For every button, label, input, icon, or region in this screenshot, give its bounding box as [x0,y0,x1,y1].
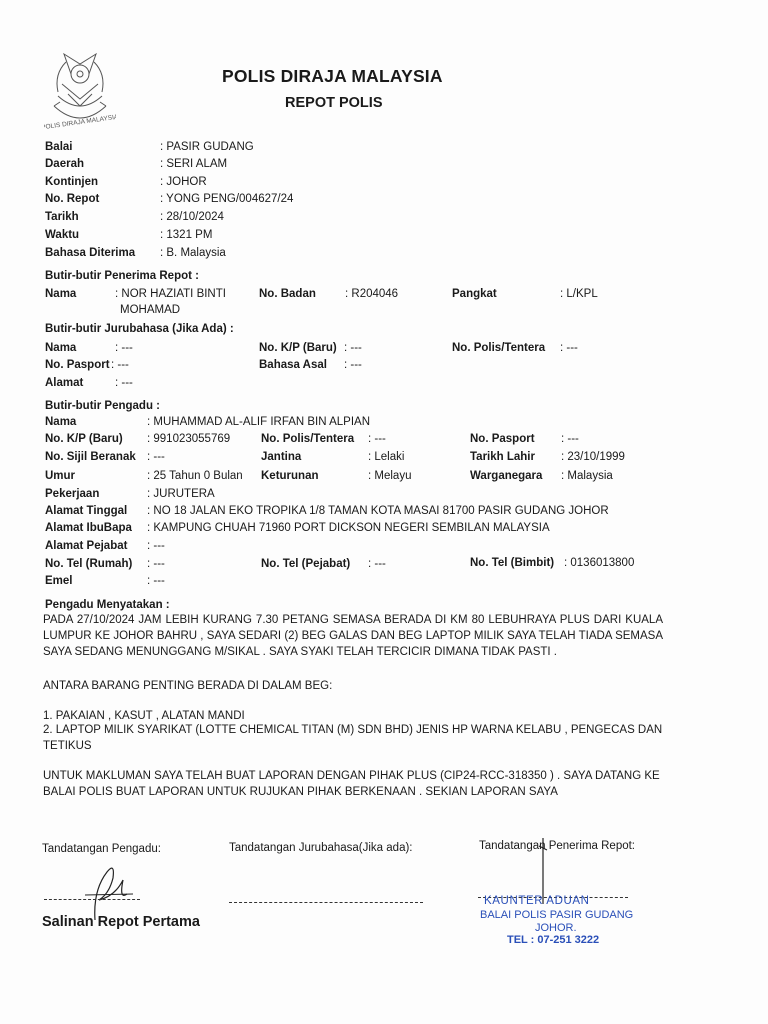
label-kontinjen: Kontinjen [45,176,99,188]
statement-item-2: 2. LAPTOP MILIK SYARIKAT (LOTTE CHEMICAL TITAN (M) SDN BHD) JENIS HP WARNA KELABU , PENGECAS DAN TETIKUS [43,724,663,752]
signature-penerima-label: Tandatangan Penerima Repot: [479,840,635,852]
stamp-line-3: JOHOR. [535,922,577,934]
receiver-nama-value-cont: MOHAMAD [120,304,181,316]
complainant-sijil-label: No. Sijil Beranak [45,451,136,463]
complainant-ibubapa-label: Alamat IbuBapa [45,522,132,534]
complainant-polis-value: : --- [368,433,386,445]
receiver-badan-value: : R204046 [345,288,399,300]
complainant-umur-label: Umur [45,470,76,482]
statement-item-1: 1. PAKAIAN , KASUT , ALATAN MANDI [43,710,245,722]
complainant-pekerjaan-value: : JURUTERA [147,488,215,500]
interpreter-alamat-value: : --- [115,377,133,389]
interpreter-nama-value: : --- [115,342,133,354]
statement-paragraph-1: PADA 27/10/2024 JAM LEBIH KURANG 7.30 PETANG SEMASA BERADA DI KM 80 LEBUHRAYA PLUS DARI KUALA LUMPUR KE JOHOR BAHRU , SAYA SEDARI (2) BEG GALAS DAN BEG LAPTOP MILIK SAYA TELAH TIADA SEMASA SAYA SEDANG MENUNGGANG M/SIKAL . SAYA SYAKI TELAH TERCICIR DIMANA TIDAK PASTI . [43,614,663,658]
label-daerah: Daerah [45,158,84,170]
interpreter-pasport-value: : --- [111,359,129,371]
complainant-sijil-value: : --- [147,451,165,463]
receiver-nama-value: : NOR HAZIATI BINTI [115,288,226,300]
complainant-pasport-label: No. Pasport [470,433,535,445]
statement-paragraph-2: ANTARA BARANG PENTING BERADA DI DALAM BEG: [43,680,333,692]
stamp-line-1: KAUNTER ADUAN [484,895,590,907]
receiver-pangkat-value: : L/KPL [560,288,598,300]
complainant-kp-label: No. K/P (Baru) [45,433,123,445]
complainant-pasport-value: : --- [561,433,579,445]
interpreter-kp-label: No. K/P (Baru) [259,342,337,354]
value-daerah: : SERI ALAM [160,158,228,170]
interpreter-nama-label: Nama [45,342,77,354]
interpreter-alamat-label: Alamat [45,377,84,389]
complainant-heading: Butir-butir Pengadu : [45,400,160,412]
value-waktu: : 1321 PM [160,229,213,241]
stamp-line-2: BALAI POLIS PASIR GUDANG [480,909,634,921]
complainant-telrumah-value: : --- [147,558,165,570]
complainant-nama-label: Nama [45,416,77,428]
complainant-emel-label: Emel [45,575,73,587]
label-balai: Balai [45,141,73,153]
receiver-pangkat-label: Pangkat [452,288,497,300]
interpreter-pasport-label: No. Pasport [45,359,110,371]
complainant-polis-label: No. Polis/Tentera [261,433,355,445]
interpreter-polis-value: : --- [560,342,578,354]
stamp-line-4: TEL : 07-251 3222 [507,934,600,946]
interpreter-kp-value: : --- [344,342,362,354]
complainant-lahir-value: : 23/10/1999 [561,451,625,463]
complainant-jantina-value: : Lelaki [368,451,405,463]
value-tarikh: : 28/10/2024 [160,211,224,223]
value-kontinjen: : JOHOR [160,176,207,188]
complainant-telbimbit-value: : 0136013800 [564,557,635,569]
signature-jurubahasa-label: Tandatangan Jurubahasa(Jika ada): [229,842,413,854]
label-waktu: Waktu [45,229,80,241]
complainant-telbimbit-label: No. Tel (Bimbit) [470,557,555,569]
page-title: POLIS DIRAJA MALAYSIA [222,66,443,86]
complainant-warga-label: Warganegara [470,470,543,482]
svg-text:POLIS DIRAJA MALAYSIA: POLIS DIRAJA MALAYSIA [44,113,116,132]
complainant-warga-value: : Malaysia [561,470,613,482]
complainant-kp-value: : 991023055769 [147,433,231,445]
complainant-tinggal-label: Alamat Tinggal [45,505,128,517]
complainant-nama-value: : MUHAMMAD AL-ALIF IRFAN BIN ALPIAN [147,416,371,428]
value-balai: : PASIR GUDANG [160,141,254,153]
label-tarikh: Tarikh [45,211,79,223]
signature-line-jurubahasa [229,902,423,903]
interpreter-heading: Butir-butir Jurubahasa (Jika Ada) : [45,323,234,335]
complainant-jantina-label: Jantina [261,451,302,463]
complainant-lahir-label: Tarikh Lahir [470,451,535,463]
signature-pengadu-label: Tandatangan Pengadu: [42,843,161,855]
complainant-telpejabat-label: No. Tel (Pejabat) [261,558,351,570]
signature-line-pengadu [44,899,140,900]
complainant-pejabat-label: Alamat Pejabat [45,540,128,552]
complainant-pejabat-value: : --- [147,540,165,552]
complainant-keturunan-label: Keturunan [261,470,319,482]
value-bahasa-diterima: : B. Malaysia [160,247,226,259]
statement-heading: Pengadu Menyatakan : [45,599,170,611]
complainant-telrumah-label: No. Tel (Rumah) [45,558,133,570]
complainant-emel-value: : --- [147,575,165,587]
label-bahasa-diterima: Bahasa Diterima [45,247,136,259]
page-subtitle: REPOT POLIS [285,95,383,111]
receiver-nama-label: Nama [45,288,77,300]
label-no-repot: No. Repot [45,193,100,205]
statement-paragraph-3: UNTUK MAKLUMAN SAYA TELAH BUAT LAPORAN DENGAN PIHAK PLUS (CIP24-RCC-318350 ) . SAYA DATANG KE BALAI POLIS BUAT LAPORAN UNTUK RUJUKAN PIHAK BERKENAAN . SEKIAN LAPORAN SAYA [43,770,660,798]
interpreter-bahasa-value: : --- [344,359,362,371]
complainant-ibubapa-value: : KAMPUNG CHUAH 71960 PORT DICKSON NEGERI SEMBILAN MALAYSIA [147,522,550,534]
police-crest-logo [44,44,116,134]
complainant-keturunan-value: : Melayu [368,470,412,482]
complainant-tinggal-value: : NO 18 JALAN EKO TROPIKA 1/8 TAMAN KOTA MASAI 81700 PASIR GUDANG JOHOR [147,505,609,517]
value-no-repot: : YONG PENG/004627/24 [160,193,294,205]
receiver-heading: Butir-butir Penerima Repot : [45,270,199,282]
complainant-telpejabat-value: : --- [368,558,386,570]
complainant-pekerjaan-label: Pekerjaan [45,488,100,500]
complainant-umur-value: : 25 Tahun 0 Bulan [147,470,243,482]
footer-copy-label: Salinan Repot Pertama [42,914,200,930]
interpreter-polis-label: No. Polis/Tentera [452,342,546,354]
receiver-badan-label: No. Badan [259,288,316,300]
interpreter-bahasa-label: Bahasa Asal [259,359,327,371]
